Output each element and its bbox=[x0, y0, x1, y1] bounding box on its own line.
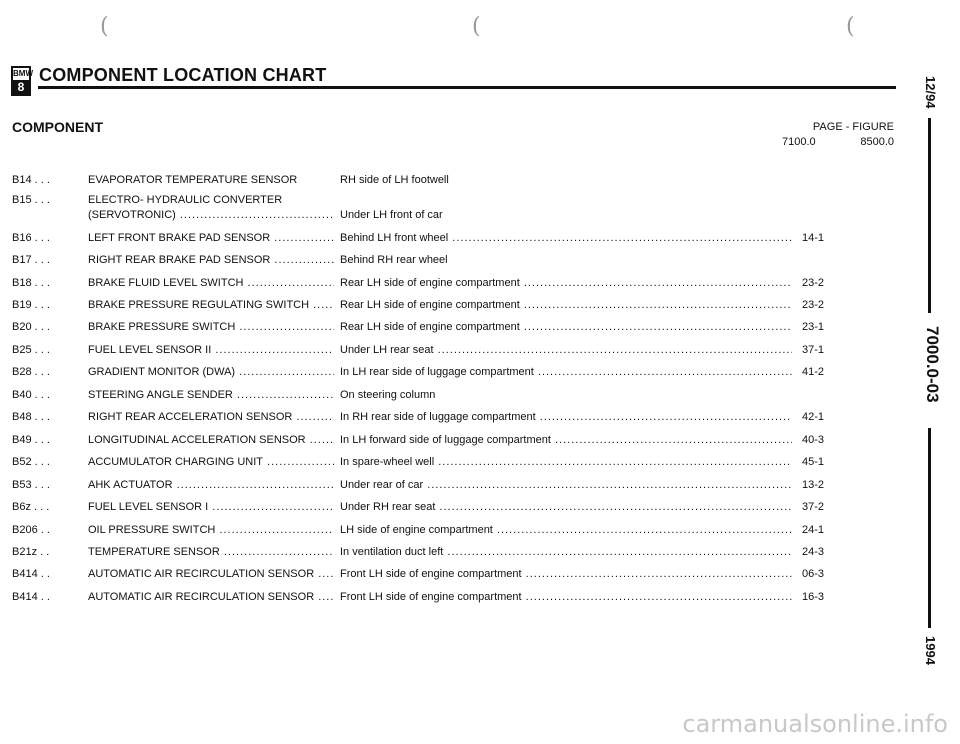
row-page: 40-3 bbox=[801, 434, 824, 446]
row-location: RH side of LH footwell bbox=[340, 174, 449, 186]
watermark: carmanualsonline.info bbox=[682, 710, 948, 738]
row-component: RIGHT REAR BRAKE PAD SENSOR ..... bbox=[88, 252, 334, 268]
row-component: GRADIENT MONITOR (DWA) ..... bbox=[88, 364, 334, 380]
row-code: B20 . . . bbox=[12, 321, 50, 333]
page-col-2: 8500.0 bbox=[860, 136, 894, 148]
row-location: In LH rear side of luggage compartment ..... bbox=[340, 364, 792, 380]
row-component: LEFT FRONT BRAKE PAD SENSOR ..... bbox=[88, 230, 334, 246]
row-code: B14 . . . bbox=[12, 174, 50, 186]
row-component: AUTOMATIC AIR RECIRCULATION SENSOR ..... bbox=[88, 566, 334, 582]
row-code: B6z . . . bbox=[12, 501, 50, 513]
row-component: OIL PRESSURE SWITCH ..... bbox=[88, 522, 334, 538]
row-code: B18 . . . bbox=[12, 277, 50, 289]
row-component: FUEL LEVEL SENSOR I ..... bbox=[88, 499, 334, 515]
logo-model: 8 bbox=[17, 80, 25, 94]
row-location: Rear LH side of engine compartment ..... bbox=[340, 319, 792, 335]
logo-brand: BMW bbox=[13, 69, 33, 78]
row-location: Front LH side of engine compartment ..... bbox=[340, 566, 792, 582]
row-code: B48 . . . bbox=[12, 411, 50, 423]
row-component: BRAKE PRESSURE SWITCH ..... bbox=[88, 319, 334, 335]
row-page: 23-2 bbox=[801, 299, 824, 311]
row-page: 24-3 bbox=[801, 546, 824, 558]
row-component: AHK ACTUATOR ..... bbox=[88, 477, 334, 493]
margin-year: 1994 bbox=[923, 636, 938, 665]
row-page: 37-1 bbox=[801, 344, 824, 356]
row-code: B49 . . . bbox=[12, 434, 50, 446]
row-code: B25 . . . bbox=[12, 344, 50, 356]
row-location: In ventilation duct left ..... bbox=[340, 544, 792, 560]
row-component: BRAKE PRESSURE REGULATING SWITCH ..... bbox=[88, 297, 334, 313]
row-page: 24-1 bbox=[801, 524, 824, 536]
row-location: On steering column bbox=[340, 389, 436, 401]
row-code: B17 . . . bbox=[12, 254, 50, 266]
component-heading: COMPONENT bbox=[12, 119, 103, 135]
row-component: ELECTRO- HYDRAULIC CONVERTER bbox=[88, 194, 283, 206]
scan-artifact: ( bbox=[846, 14, 855, 39]
row-page: 41-2 bbox=[801, 366, 824, 378]
page-figure-columns bbox=[782, 136, 894, 148]
row-component: ACCUMULATOR CHARGING UNIT ..... bbox=[88, 454, 334, 470]
scan-artifact: ( bbox=[100, 14, 109, 39]
row-code: B53 . . . bbox=[12, 479, 50, 491]
row-code: B414 . . bbox=[12, 568, 50, 580]
header-rule bbox=[38, 86, 896, 89]
row-code: B414 . . bbox=[12, 591, 50, 603]
row-page: 16-3 bbox=[801, 591, 824, 603]
row-component: EVAPORATOR TEMPERATURE SENSOR bbox=[88, 174, 298, 186]
row-component: TEMPERATURE SENSOR ..... bbox=[88, 544, 334, 560]
row-location: Behind RH rear wheel bbox=[340, 254, 448, 266]
row-code: B206 . . bbox=[12, 524, 50, 536]
row-component: BRAKE FLUID LEVEL SWITCH ..... bbox=[88, 275, 334, 291]
row-page: 13-2 bbox=[801, 479, 824, 491]
row-code: B16 . . . bbox=[12, 232, 50, 244]
margin-date: 12/94 bbox=[923, 76, 938, 109]
row-component: (SERVOTRONIC) ..... bbox=[88, 207, 334, 223]
row-location: Under rear of car ..... bbox=[340, 477, 792, 493]
row-component: AUTOMATIC AIR RECIRCULATION SENSOR ..... bbox=[88, 589, 334, 605]
row-code: B15 . . . bbox=[12, 194, 50, 206]
row-location: Behind LH front wheel ..... bbox=[340, 230, 792, 246]
row-location: In LH forward side of luggage compartment ..... bbox=[340, 432, 792, 448]
row-location: In spare-wheel well ..... bbox=[340, 454, 792, 470]
row-location: In RH rear side of luggage compartment ..... bbox=[340, 409, 792, 425]
row-location: Rear LH side of engine compartment ..... bbox=[340, 297, 792, 313]
page-figure-label: PAGE - FIGURE bbox=[812, 121, 894, 133]
page-col-1: 7100.0 bbox=[782, 136, 816, 148]
row-page: 23-2 bbox=[801, 277, 824, 289]
row-component: STEERING ANGLE SENDER ..... bbox=[88, 387, 334, 403]
margin-doc-number: 7000.0-03 bbox=[923, 326, 942, 403]
row-component: RIGHT REAR ACCELERATION SENSOR ..... bbox=[88, 409, 334, 425]
row-page: 42-1 bbox=[801, 411, 824, 423]
row-code: B40 . . . bbox=[12, 389, 50, 401]
row-page: 14-1 bbox=[801, 232, 824, 244]
row-component: FUEL LEVEL SENSOR II ..... bbox=[88, 342, 334, 358]
row-location: Under LH rear seat ..... bbox=[340, 342, 792, 358]
row-page: 06-3 bbox=[801, 568, 824, 580]
margin-rule-bottom bbox=[928, 428, 931, 628]
row-page: 37-2 bbox=[801, 501, 824, 513]
row-location: Under RH rear seat ..... bbox=[340, 499, 792, 515]
row-code: B19 . . . bbox=[12, 299, 50, 311]
row-page: 23-1 bbox=[801, 321, 824, 333]
row-component: LONGITUDINAL ACCELERATION SENSOR ..... bbox=[88, 432, 334, 448]
bmw-8-logo bbox=[11, 66, 31, 96]
page-title: COMPONENT LOCATION CHART bbox=[39, 65, 327, 85]
row-code: B52 . . . bbox=[12, 456, 50, 468]
row-code: B21z . . bbox=[12, 546, 50, 558]
row-location: Rear LH side of engine compartment ..... bbox=[340, 275, 792, 291]
scan-artifact: ( bbox=[472, 14, 481, 39]
row-location: Front LH side of engine compartment ..... bbox=[340, 589, 792, 605]
row-code: B28 . . . bbox=[12, 366, 50, 378]
row-page: 45-1 bbox=[801, 456, 824, 468]
row-location: Under LH front of car bbox=[340, 209, 443, 221]
margin-rule-top bbox=[928, 118, 931, 313]
row-location: LH side of engine compartment ..... bbox=[340, 522, 792, 538]
